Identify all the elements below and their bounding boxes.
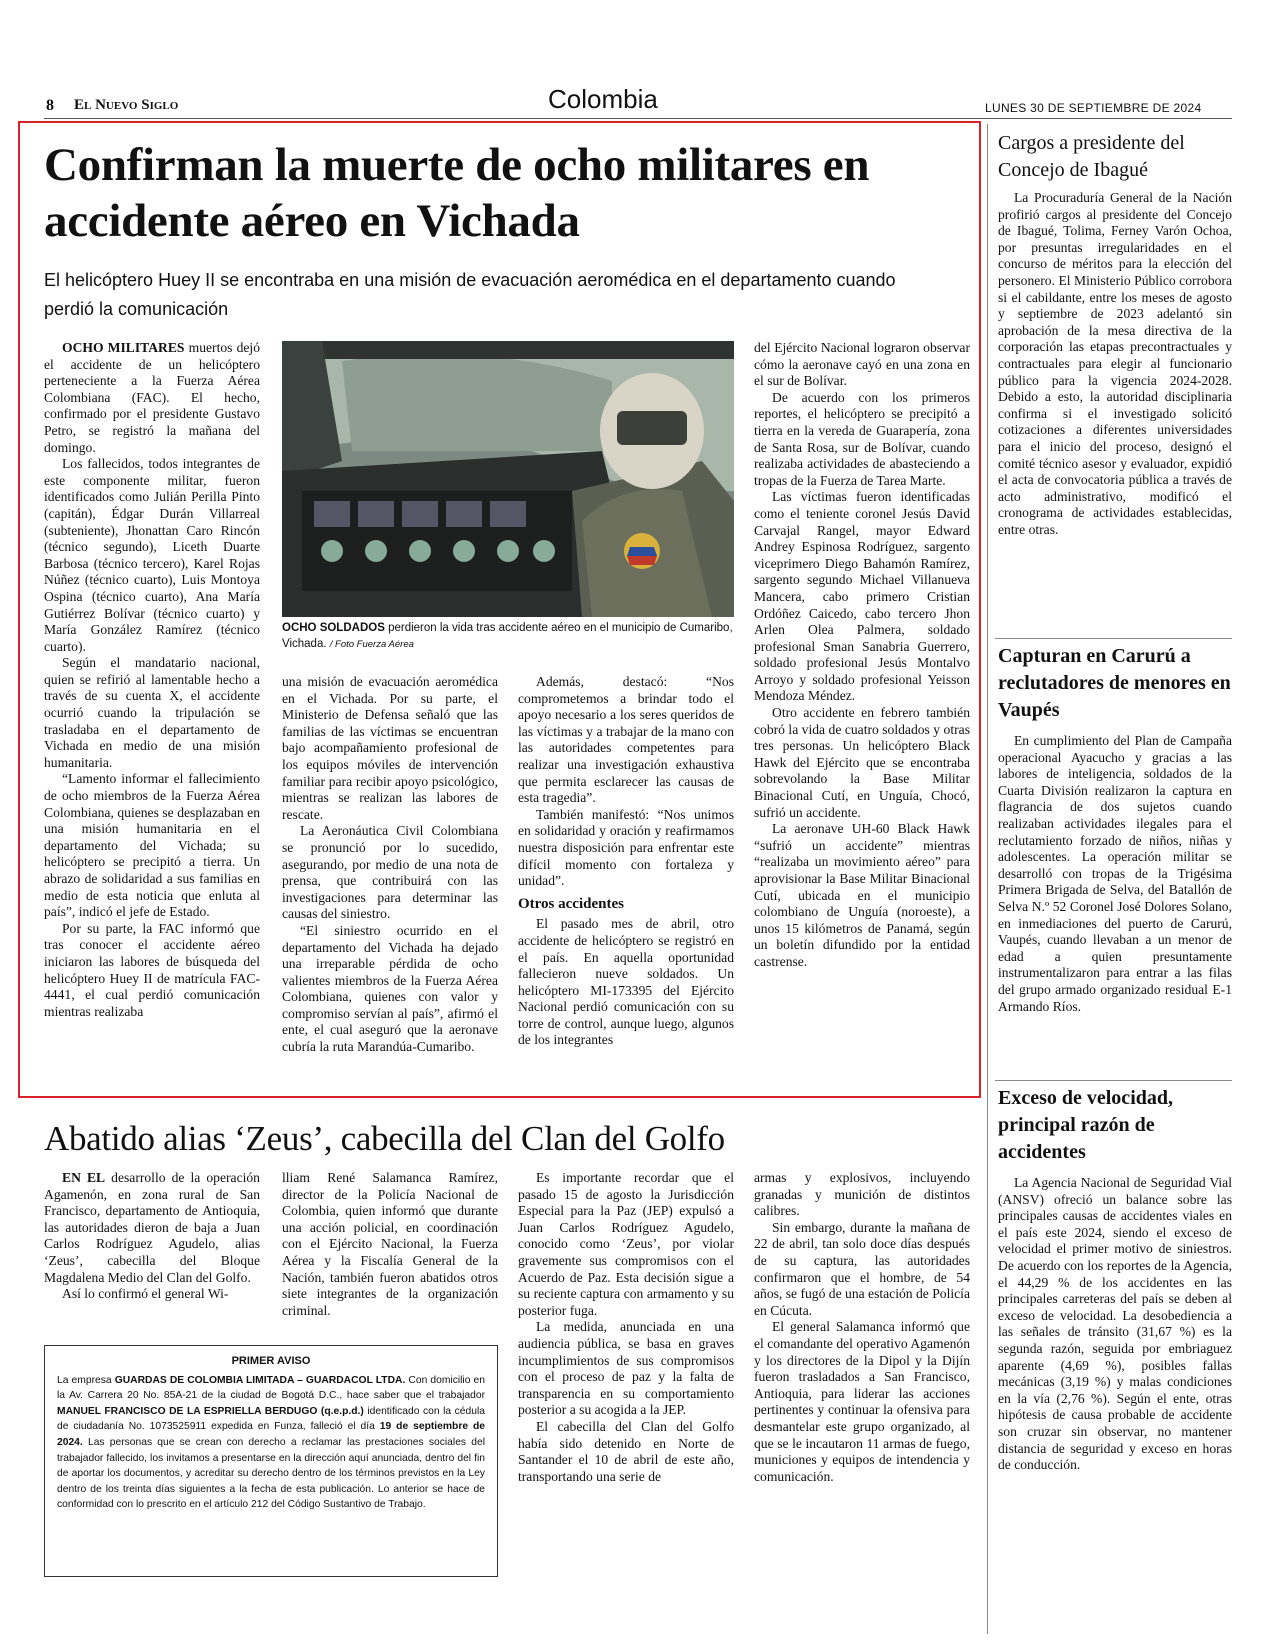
second-col-4 [754, 1170, 970, 1626]
paragraph: Así lo confirmó el general Wi- [62, 1286, 229, 1302]
caption-text: perdieron la vida tras accidente aéreo en el municipio de Cumaribo, Vichada. [282, 622, 733, 650]
paragraph: La Aeronáutica Civil Colombiana se pronunció por lo sucedido, asegurando, por medio de una nota de prensa, que contribuirá con las investigaciones para determinar las causas del siniestro. [282, 823, 498, 922]
brief-ibague [998, 130, 1232, 630]
page-number: 8 [46, 97, 54, 114]
notice-text: identificado con la cédula de ciudadanía No. 1073525911 expedida en Funza, falleció el día [57, 1405, 485, 1433]
main-col-2 [282, 674, 498, 1084]
notice-text: Con domicilio en la Av. Carrera 20 No. 85A-21 de la ciudad de Bogotá D.C., hace saber que el trabajador [57, 1374, 485, 1402]
paragraph: El cabecilla del Clan del Golfo había sido detenido en Norte de Santander el 10 de abril de este año, transportando una serie de [518, 1418, 734, 1484]
helicopter-cockpit-photo [282, 341, 734, 617]
brief-body: La Procuraduría General de la Nación profirió cargos al presidente del Concejo de Ibagué, Tolima, Ferney Varón Ochoa, por presuntas irregularidades en el concurso de méritos para la elección del personero. El Ministerio Público corrobora si el cabildante, entre los meses de agosto y septiembre de 2023 adelantó sin aprobación de la mesa directiva de la corporación las etapas precontractuales y contractuales para elegir al funcionario público para la vigencia 2024-2028. Debido a esto, la autoridad disciplinaria confirma si el investigado solicitó cotizaciones a diferentes universidades para el inicio del proceso, designó el comité técnico asesor y evaluador, expidió el acta de convocatoria pública a través de acto administrativo, modificó el cronograma de actividades establecidas, entre otras. [998, 190, 1232, 537]
paragraph: Por su parte, la FAC informó que tras conocer el accidente aéreo iniciaron las labores de búsqueda del helicóptero Huey II de matrícula FAC- 4441, el cual perdió comunicación mientras realizaba [44, 920, 260, 1019]
paragraph: muertos dejó el accidente de un helicóptero perteneciente a la Fuerza Aérea Colombiana (FAC). El hecho, confirmado por el presidente Gustavo Petro, se registró la mañana del domingo. [44, 340, 260, 455]
masthead-rule [44, 118, 1232, 119]
brief-divider [995, 638, 1232, 639]
paragraph: armas y explosivos, incluyendo granadas y munición de distintos calibres. [754, 1170, 970, 1219]
paragraph: desarrollo de la operación Agamenón, en zona rural de San Francisco, departamento de Antioquia, las autoridades dieron de baja a Juan Carlos Rodríguez Agudelo, alias ‘Zeus’, cabecilla del Bloque Magdalena Medio del Clan del Golfo. [44, 1170, 260, 1285]
section-title: Colombia [548, 84, 658, 114]
notice-worker: MANUEL FRANCISCO DE LA ESPRIELLA BERDUGO (q.e.p.d.) [57, 1405, 364, 1417]
brief-headline: Cargos a presidente del Concejo de Ibagué [998, 132, 1185, 181]
page-date: LUNES 30 DE SEPTIEMBRE DE 2024 [985, 101, 1202, 115]
paragraph: La aeronave UH-60 Black Hawk “sufrió un accidente” mientras “realizaba un movimiento aéreo” para aprovisionar la Base Militar Binacional Cutí, ubicada en el municipio colombiano de Unguía (noroeste), a unos 15 kilómetros de Panamá, según un boletín difundido por la entidad castrense. [754, 821, 970, 969]
paragraph: Además, destacó: “Nos comprometemos a brindar todo el apoyo necesario a los seres queridos de las víctimas y a trabajar de la mano con las autoridades competentes para realizar una investigación exhaustiva que permita esclarecer las causas de esta tragedia”. [518, 674, 734, 806]
notice-text: Las personas que se crean con derecho a reclamar las prestaciones sociales del trabajador fallecido, los invitamos a presentarse en la dirección aquí anunciada, dentro del fin de aportar los documentos, y acreditar su derecho dentro de los términos previstos en la Ley dentro de los treinta días siguientes a la fecha de esta publicación. Lo anterior se hace de conformidad con lo prescrito en el artículo 212 del Código Sustantivo de Trabajo. [57, 1436, 485, 1511]
second-headline: Abatido alias ‘Zeus’, cabecilla del Clan del Golfo [44, 1119, 725, 1158]
lead-in: OCHO MILITARES [62, 340, 185, 355]
photo-caption [282, 621, 734, 652]
paragraph: La medida, anunciada en una audiencia pública, se basa en graves incumplimientos de sus compromisos con el proceso de paz y la falta de transparencia en su comportamiento posterior a su acogida a la JEP. [518, 1319, 734, 1418]
main-subheadline: El helicóptero Huey II se encontraba en una misión de evacuación aeromédica en el departamento cuando perdió la comunicación [44, 270, 896, 319]
paragraph: El general Salamanca informó que el comandante del operativo Agamenón y los directores de la Dipol y la Dijín fueron trasladados a San Francisco, Antioquia, para liderar las acciones pertinentes y continuar la ofensiva para desmantelar este grupo organizado, al que se le incautaron 11 armas de fuego, municiones y equipos de intendencia y comunicación. [754, 1319, 970, 1484]
paragraph: Los fallecidos, todos integrantes de este componente militar, fueron identificados como Julián Perilla Pinto (capitán), Édgar Durán Villarreal (subteniente), Jhonattan Caro Rincón (técnico segundo), Liceth Duarte Barbosa (técnico tercero), Karel Rojas Núñez (técnico cuarto), Luis Montoya Ospina (técnico cuarto), Ana María Gutiérrez Bolívar (técnico cuarto) y María González Ramírez (técnico cuarto). [44, 456, 260, 654]
brief-body: En cumplimiento del Plan de Campaña operacional Ayacucho y gracias a las labores de inteligencia, soldados de la Cuarta División realizaron la captura en flagrancia de dos sujetos cuando realizaban actividades ilegales para el reclutamiento forzado de niños, niñas y adolescentes. La operación militar se desarrolló con tropas de la Trigésima Primera Brigada de Selva, del Batallón de Selva N.º 52 Coronel José Dolores Solano, en inmediaciones del puerto de Carurú, Vaupés, cuando llevaban a un menor de edad a quien presuntamente instrumentalizaron para entrar a las filas del grupo armado organizado residual E-1 Armando Ríos. [998, 733, 1232, 1014]
second-col-3 [518, 1170, 734, 1626]
notice-date: 19 de septiembre de 2024. [57, 1421, 485, 1448]
brief-caruru [998, 643, 1232, 1073]
notice-text: La empresa [57, 1374, 112, 1386]
main-col-4 [754, 340, 970, 1084]
notice-company: GUARDAS DE COLOMBIA LIMITADA – GUARDACOL LTDA. [114, 1374, 406, 1386]
paragraph: una misión de evacuación aeromédica en el Vichada. Por su parte, el Ministerio de Defensa señaló que las familias de las víctimas se encuentran bajo acompañamiento profesional de los equipos móviles de intervención familiar para recibir apoyo psicológico, mientras se realizan las labores de rescate. [282, 674, 498, 822]
photo-credit: / Foto Fuerza Aérea [329, 638, 414, 650]
second-col-2 [282, 1170, 498, 1330]
brief-headline: Exceso de velocidad, principal razón de accidentes [998, 1087, 1173, 1163]
brief-headline: Capturan en Carurú a reclutadores de menores en Vaupés [998, 645, 1231, 721]
section-subhead: Otros accidentes [518, 895, 624, 912]
paragraph: Es importante recordar que el pasado 15 de agosto la Jurisdicción Especial para la Paz (JEP) expulsó a Juan Carlos Rodríguez Agudelo, conocido como ‘Zeus’, por violar gravemente sus compromisos con el Acuerdo de Paz. Esta decisión sigue a su reciente captura con armamento y su posterior fuga. [518, 1170, 734, 1318]
photo-illustration [282, 341, 734, 617]
brief-body: La Agencia Nacional de Seguridad Vial (ANSV) ofreció un balance sobre las principales causas de accidentes viales en el país este 2024, siendo el exceso de velocidad el primer motivo de siniestros. De acuerdo con los reportes de la Agencia, el 44,29 % de los accidentes en las principales carreteras del país se deben al exceso de velocidad. La desobediencia a las señales de tránsito (31,67 %) es la segunda razón, seguida por embriaguez aparente (4,69 %), posibles fallas mecánicas (3,19 %) y malas condiciones en la vía (2,76 %). Según el ente, otras hipótesis de causa probable de accidente son cruzar sin observar, no mantener distancia de seguridad y exceso en horas de conducción. [998, 1175, 1232, 1473]
lead-in: EN EL [62, 1170, 106, 1185]
brief-velocidad [998, 1085, 1232, 1630]
paragraph: Sin embargo, durante la mañana de 22 de abril, tan solo doce días después de su captura, las autoridades confirmaron que el hombre, de 54 años, se fugó de una estación de Policía en Cúcuta. [754, 1219, 970, 1318]
paper-name: El Nuevo Siglo [74, 97, 179, 113]
legal-notice-box [44, 1345, 498, 1577]
paragraph: “Lamento informar el fallecimiento de ocho miembros de la Fuerza Aérea Colombiana, quienes se desplazaban en una misión humanitaria en el departamento del Vichada; su helicóptero se precipitó a tierra. Un abrazo de solidaridad a sus familias en medio de esta noticia que enluta al país”, indicó el jefe de Estado. [44, 771, 260, 920]
paragraph: También manifestó: “Nos unimos en solidaridad y oración y reafirmamos nuestra disposición para enfrentar este difícil momento con fortaleza y unidad”. [518, 806, 734, 889]
paragraph: De acuerdo con los primeros reportes, el helicóptero se precipitó a tierra en la vereda de Guarapería, zona de Santa Rosa, sur de Bolívar, cuando realizaba actividades de abasteciendo a tropas de la Fuerza de Tarea Marte. [754, 389, 970, 488]
notice-title: PRIMER AVISO [231, 1355, 311, 1367]
paragraph: del Ejército Nacional lograron observar cómo la aeronave cayó en una zona en el sur de Bolívar. [754, 340, 970, 389]
second-col-1 [44, 1170, 260, 1330]
paragraph: Otro accidente en febrero también cobró la vida de cuatro soldados y otras tres personas. Un helicóptero Black Hawk del Ejército que se encontraba sobrevolando la Base Militar Binacional Cutí, en Unguía, Chocó, sufrió un accidente. [754, 705, 970, 820]
sidebar-divider [987, 124, 988, 1634]
brief-divider [995, 1080, 1232, 1081]
main-col-1 [44, 340, 260, 1084]
main-col-3 [518, 674, 734, 1084]
main-headline: Confirman la muerte de ocho militares en accidente aéreo en Vichada [44, 139, 870, 247]
paragraph: Las víctimas fueron identificadas como el teniente coronel Jesús David Carvajal Rangel, mayor Edward Andrey Espinosa Rodríguez, sargento viceprimero Diego Bahamón Ramírez, sargento segundo Michael Villanueva Mancera, cabo primero Cristian Ordóñez Caicedo, cabo tercero Jhon Arlen Olea Palmera, soldado profesional Sman Sanabria Guerrero, soldado profesional Jesús Montalvo Arroyo y soldado profesional Yeisson Mendoza Méndez. [754, 489, 970, 704]
paragraph: El pasado mes de abril, otro accidente de helicóptero se registró en el país. En aquella oportunidad fallecieron nueve soldados. Un helicóptero MI-173395 del Ejército Nacional perdió comunicación con su torre de control, aunque luego, algunos de los integrantes [518, 916, 734, 1048]
paragraph: lliam René Salamanca Ramírez, director de la Policía Nacional de Colombia, quien informó que durante una acción policial, en coordinación con el Ejército Nacional, la Fuerza Aérea y la Fiscalía General de la Nación, también fueron abatidos otros siete integrantes de la organización criminal. [282, 1170, 498, 1318]
caption-lead: OCHO SOLDADOS [282, 622, 385, 634]
paragraph: Según el mandatario nacional, quien se refirió al lamentable hecho a través de su cuenta X, el accidente ocurrió cuando la tripulación se trasladaba en el departamento de Vichada en medio de una misión humanitaria. [44, 655, 260, 770]
paragraph: “El siniestro ocurrido en el departamento del Vichada ha dejado una irreparable pérdida de ocho valientes miembros de la Fuerza Aérea Colombiana, quienes con valor y compromiso servían al país”, afirmó el ente, el cual aseguró que la aeronave cubría la ruta Marandúa-Cumaribo. [282, 922, 498, 1055]
